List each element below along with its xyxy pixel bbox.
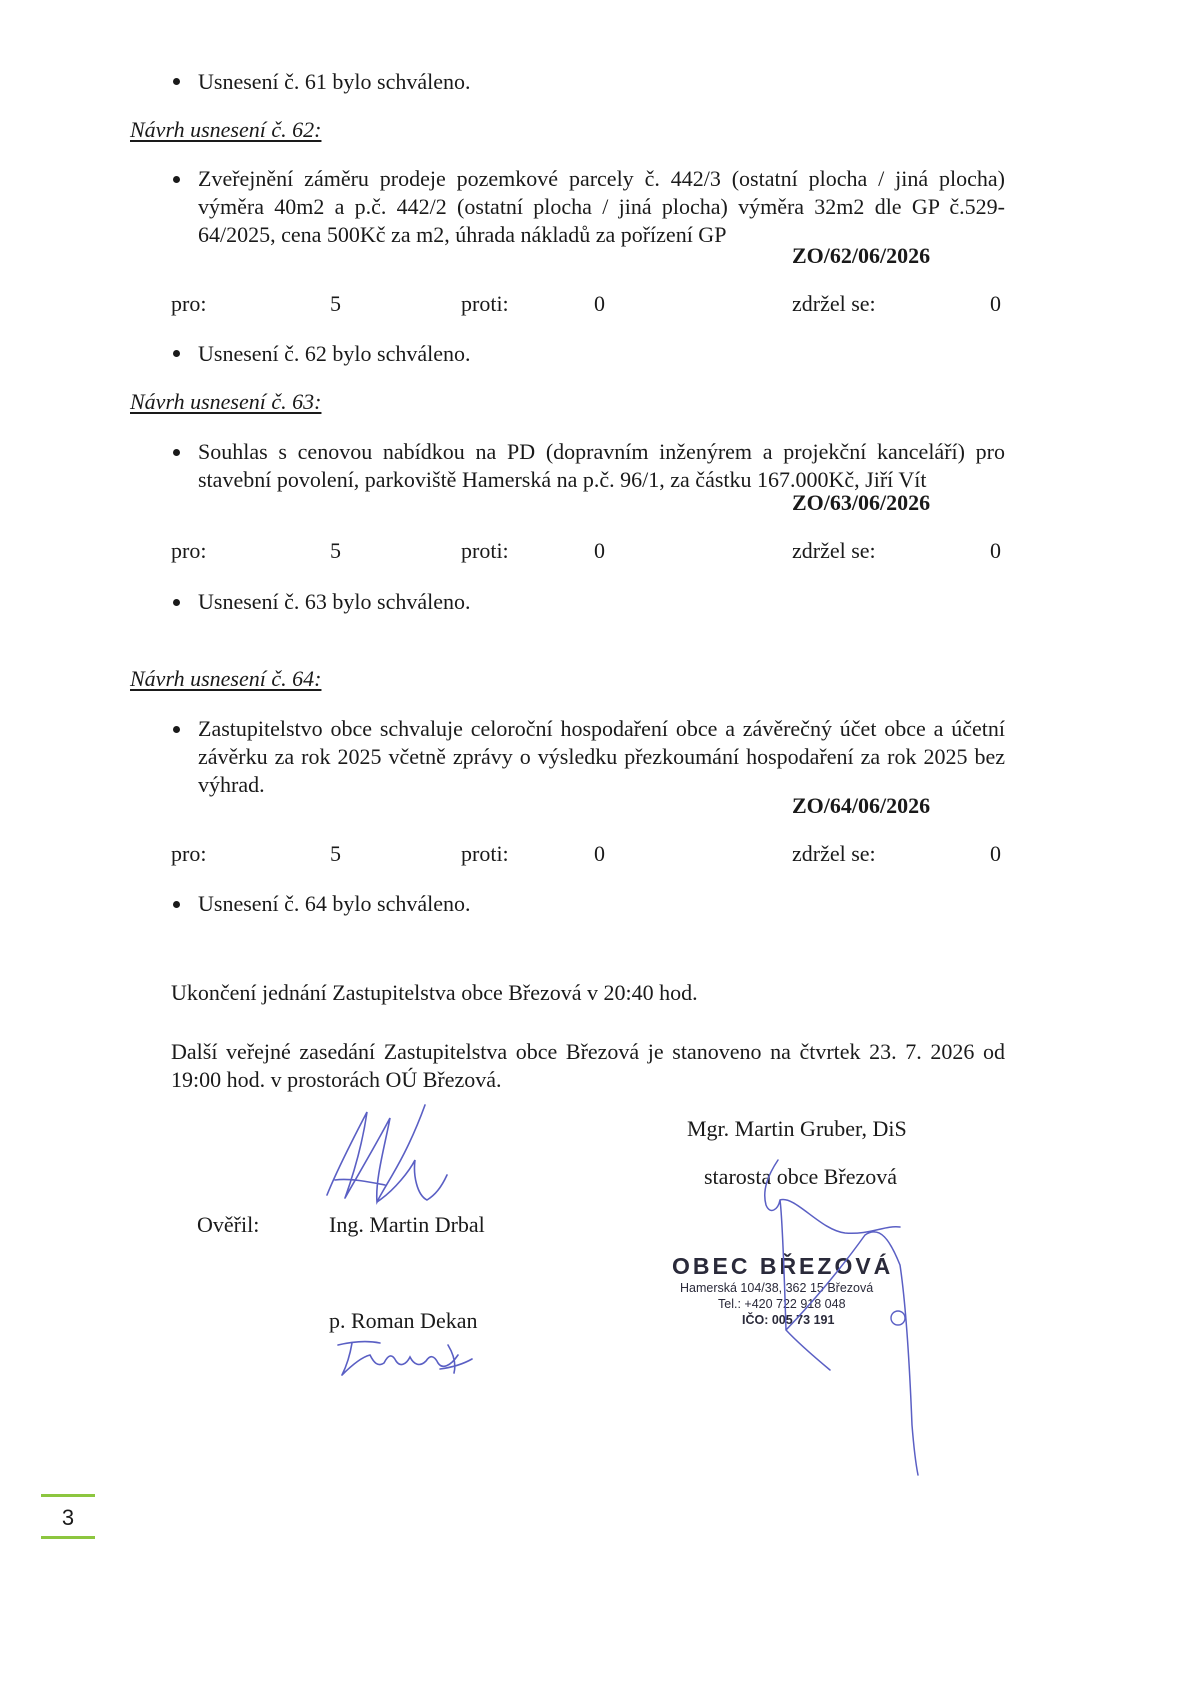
text-line: výhrad. (198, 772, 265, 797)
verified-label: Ověřil: (197, 1212, 260, 1237)
vote-abstain: 0 (990, 538, 1001, 563)
heading-64: Návrh usnesení č. 64: (130, 666, 322, 691)
vote-against: 0 (594, 538, 605, 563)
text-line: 64/2025, cena 500Kč za m2, úhrada nákladů za pořízení GP (198, 222, 727, 247)
page-number: 3 (61, 1505, 75, 1530)
vote-against: 0 (594, 291, 605, 316)
approved-61: Usnesení č. 61 bylo schváleno. (198, 69, 471, 94)
stamp-phone: Tel.: +420 722 918 048 (718, 1297, 846, 1311)
vote-for-label: pro: (171, 538, 207, 563)
vote-for-label: pro: (171, 291, 207, 316)
verifier-2-name: p. Roman Dekan (329, 1308, 478, 1333)
approved-64: Usnesení č. 64 bylo schváleno. (198, 891, 471, 916)
verifier-1-name: Ing. Martin Drbal (329, 1212, 485, 1237)
bullet (173, 901, 180, 908)
footer-line-bottom (41, 1536, 95, 1539)
text-line: závěrku za rok 2025 včetně zprávy o výsledku přezkoumání hospodaření za rok 2025 bez (198, 744, 1005, 769)
stamp-title: OBEC BŘEZOVÁ (672, 1253, 894, 1279)
vote-against-label: proti: (461, 841, 509, 866)
vote-for: 5 (330, 291, 341, 316)
bullet (173, 78, 180, 85)
approved-63: Usnesení č. 63 bylo schváleno. (198, 589, 471, 614)
vote-abstain-label: zdržel se: (792, 841, 876, 866)
resolution-64-text (198, 715, 1005, 799)
vote-against-label: proti: (461, 291, 509, 316)
meeting-end-text: Ukončení jednání Zastupitelstva obce Březová v 20:40 hod. (171, 980, 698, 1005)
bullet (173, 449, 180, 456)
text-line: výměra 40m2 a p.č. 442/2 (ostatní plocha / jiná plocha) výměra 32m2 dle GP č.529- (198, 194, 1005, 219)
text-line: Zastupitelstvo obce schvaluje celoroční hospodaření obce a závěrečný účet obce a účetní (198, 716, 1005, 741)
vote-for: 5 (330, 841, 341, 866)
vote-abstain: 0 (990, 841, 1001, 866)
text-line: stavební povolení, parkoviště Hamerská na p.č. 96/1, za částku 167.000Kč, Jiří Vít (198, 467, 927, 492)
resolution-63-text (198, 438, 1005, 494)
heading-63: Návrh usnesení č. 63: (130, 389, 322, 414)
resolution-code-63: ZO/63/06/2026 (792, 490, 931, 515)
resolution-code-64: ZO/64/06/2026 (792, 793, 931, 818)
stamp-address: Hamerská 104/38, 362 15 Březová (680, 1281, 874, 1295)
vote-abstain-label: zdržel se: (792, 538, 876, 563)
vote-against: 0 (594, 841, 605, 866)
vote-abstain: 0 (990, 291, 1001, 316)
signature-verifier-1 (315, 1100, 465, 1215)
vote-for: 5 (330, 538, 341, 563)
bullet (173, 350, 180, 357)
text-line: Souhlas s cenovou nabídkou na PD (dopravním inženýrem a projekční kanceláří) pro (198, 439, 1005, 464)
vote-abstain-label: zdržel se: (792, 291, 876, 316)
mayor-name: Mgr. Martin Gruber, DiS (687, 1116, 907, 1141)
bullet (173, 599, 180, 606)
signature-mayor (750, 1155, 930, 1485)
stamp-ico: IČO: 005 73 191 (742, 1313, 835, 1327)
bullet (173, 176, 180, 183)
mayor-title: starosta obce Březová (704, 1164, 898, 1189)
footer-line-top (41, 1494, 95, 1497)
vote-against-label: proti: (461, 538, 509, 563)
text-line: Další veřejné zasedání Zastupitelstva obce Březová je stanoveno na čtvrtek 23. 7. 2026 od (171, 1039, 1005, 1064)
text-line: Zveřejnění záměru prodeje pozemkové parcely č. 442/3 (ostatní plocha / jiná plocha) (198, 166, 1005, 191)
bullet (173, 726, 180, 733)
resolution-code-62: ZO/62/06/2026 (792, 243, 931, 268)
vote-for-label: pro: (171, 841, 207, 866)
heading-62: Návrh usnesení č. 62: (130, 117, 322, 142)
signature-verifier-2 (330, 1335, 480, 1380)
next-meeting-text (171, 1038, 1005, 1094)
approved-62: Usnesení č. 62 bylo schváleno. (198, 341, 471, 366)
text-line: 19:00 hod. v prostorách OÚ Březová. (171, 1067, 502, 1092)
resolution-62-text (198, 165, 1005, 249)
